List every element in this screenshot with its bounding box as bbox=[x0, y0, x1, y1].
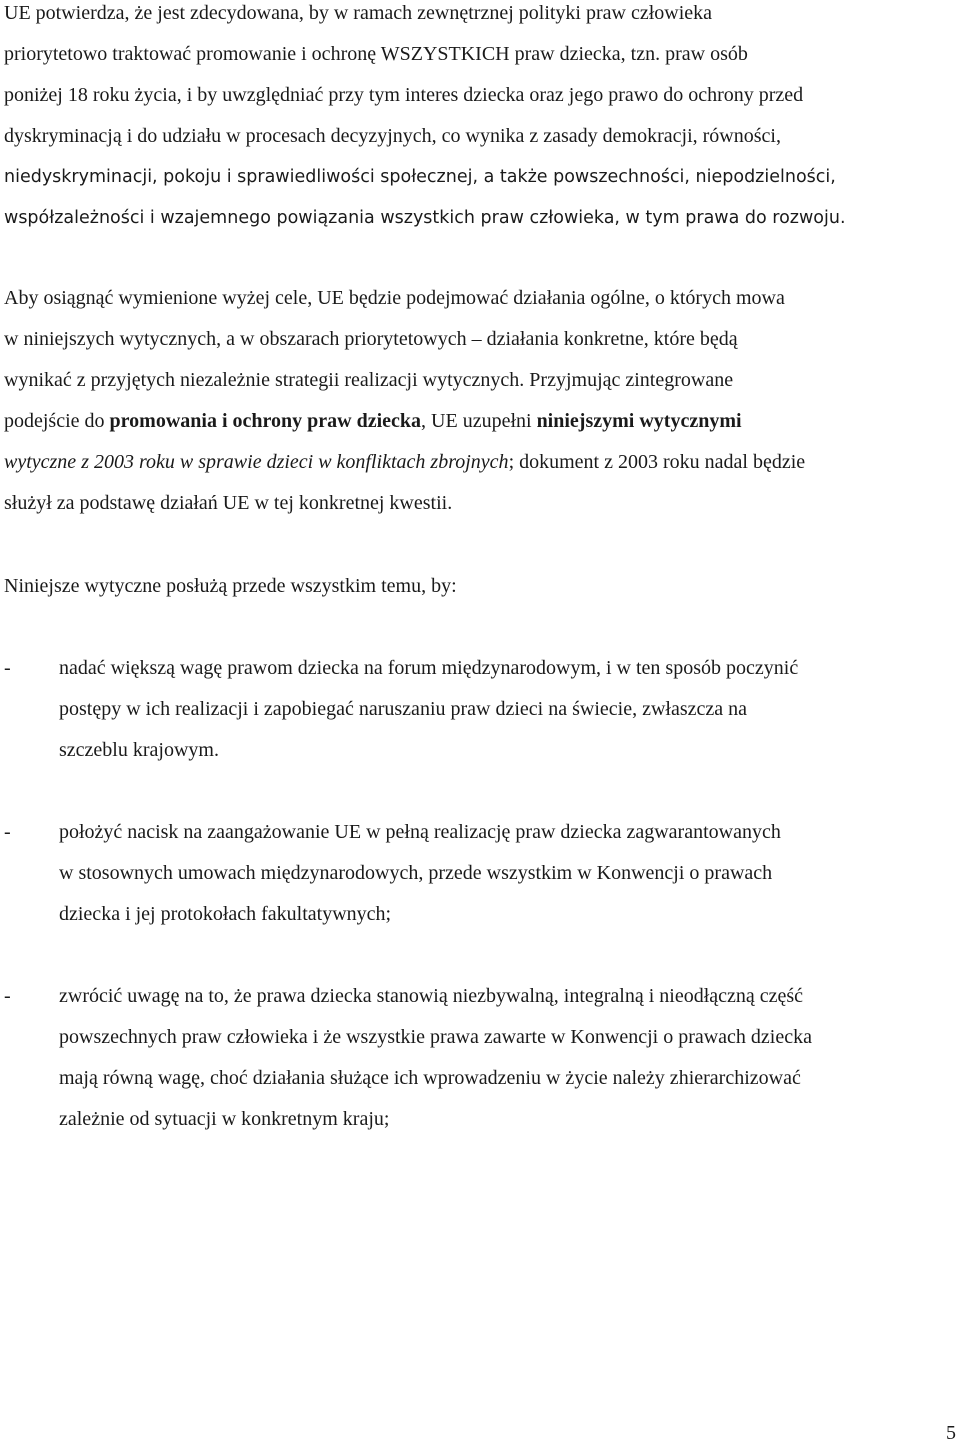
text-line: zwrócić uwagę na to, że prawa dziecka stanowią niezbywalną, integralną i nieodłączną część bbox=[59, 985, 804, 1007]
list-dash: - bbox=[4, 985, 11, 1007]
italic-text: wytyczne z 2003 roku w sprawie dzieci w konfliktach zbrojnych bbox=[4, 451, 509, 473]
text-line: współzależności i wzajemnego powiązania wszystkich praw człowieka, w tym prawa do rozwoju. bbox=[4, 208, 846, 228]
bold-text: promowania i ochrony praw dziecka bbox=[109, 410, 422, 432]
text-line: postępy w ich realizacji i zapobiegać naruszaniu praw dzieci na świecie, zwłaszcza na bbox=[59, 698, 747, 720]
bold-text: niniejszymi wytycznymi bbox=[536, 410, 742, 432]
text-run: podejście do bbox=[4, 410, 110, 432]
page-number: 5 bbox=[946, 1422, 956, 1444]
text-line: położyć nacisk na zaangażowanie UE w pełną realizację praw dziecka zagwarantowanych bbox=[59, 821, 781, 843]
list-dash: - bbox=[4, 821, 11, 843]
text-line: w stosownych umowach międzynarodowych, przede wszystkim w Konwencji o prawach bbox=[59, 862, 773, 884]
text-line: niedyskryminacji, pokoju i sprawiedliwości społecznej, a także powszechności, niepodzielności, bbox=[4, 167, 836, 187]
text-line: służył za podstawę działań UE w tej konkretnej kwestii. bbox=[4, 492, 453, 514]
text-line: UE potwierdza, że jest zdecydowana, by w ramach zewnętrznej polityki praw człowieka bbox=[4, 2, 713, 24]
list-item-text bbox=[59, 648, 956, 771]
text-line: Aby osiągnąć wymienione wyżej cele, UE będzie podejmować działania ogólne, o których mowa bbox=[4, 287, 785, 309]
text-line: Niniejsze wytyczne posłużą przede wszystkim temu, by: bbox=[4, 575, 457, 597]
list-item-text bbox=[59, 976, 956, 1140]
text-line: zależnie od sytuacji w konkretnym kraju; bbox=[59, 1108, 390, 1130]
paragraph-goals bbox=[4, 278, 956, 524]
text-line: priorytetowo traktować promowanie i ochronę WSZYSTKICH praw dziecka, tzn. praw osób bbox=[4, 43, 748, 65]
list-dash: - bbox=[4, 657, 11, 679]
text-line: mają równą wagę, choć działania służące ich wprowadzeniu w życie należy zhierarchizować bbox=[59, 1067, 801, 1089]
text-run: , UE uzupełni bbox=[421, 410, 537, 432]
text-line: szczeblu krajowym. bbox=[59, 739, 219, 761]
text-line: nadać większą wagę prawom dziecka na forum międzynarodowym, i w ten sposób poczynić bbox=[59, 657, 799, 679]
list-item-text bbox=[59, 812, 956, 935]
text-line: w niniejszych wytycznych, a w obszarach priorytetowych – działania konkretne, które będą bbox=[4, 328, 738, 350]
text-line bbox=[4, 442, 956, 483]
text-line: wynikać z przyjętych niezależnie strategii realizacji wytycznych. Przyjmując zintegrowane bbox=[4, 369, 734, 391]
list-item bbox=[4, 812, 956, 935]
text-line: poniżej 18 roku życia, i by uwzględniać przy tym interes dziecka oraz jego prawo do ochrony przed bbox=[4, 84, 804, 106]
list-item bbox=[4, 976, 956, 1140]
text-line: dyskryminacją i do udziału w procesach decyzyjnych, co wynika z zasady demokracji, równości, bbox=[4, 125, 781, 147]
paragraph-intro bbox=[4, 0, 956, 239]
text-line bbox=[4, 401, 956, 442]
text-line: dziecka i jej protokołach fakultatywnych; bbox=[59, 903, 392, 925]
text-run: ; dokument z 2003 roku nadal będzie bbox=[508, 451, 806, 473]
text-line: powszechnych praw człowieka i że wszystkie prawa zawarte w Konwencji o prawach dziecka bbox=[59, 1026, 812, 1048]
paragraph-purpose bbox=[4, 566, 956, 607]
list-item bbox=[4, 648, 956, 771]
